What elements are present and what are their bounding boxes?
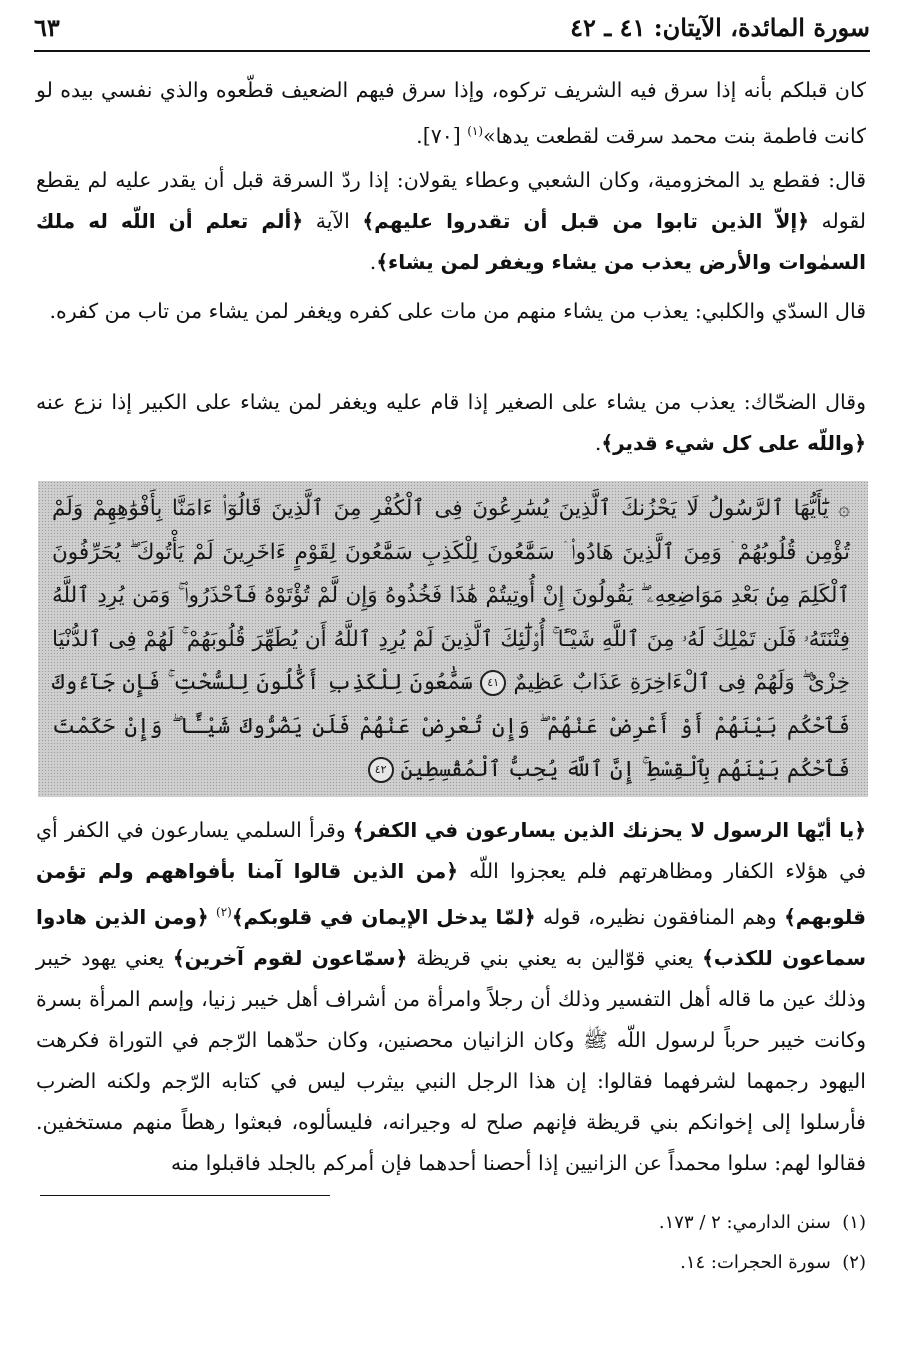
paragraph-text xyxy=(209,905,216,929)
reference-number: [٧٠]. xyxy=(416,123,468,148)
verse-number-icon: ٤١ xyxy=(480,670,506,696)
quoted-verse: ﴿سمّاعون لقوم آخرين﴾ xyxy=(172,945,408,970)
paragraph-text: . xyxy=(369,250,377,274)
footnote-2 xyxy=(300,1250,866,1276)
quoted-verse: ﴿إلاّ الذين تابوا من قبل أن تقدروا عليهم﴾ xyxy=(362,209,809,233)
quoted-verse: ﴿ألم تعلم أن اللّه له ملك السمٰوات والأرض يعذب من يشاء ويغفر لمن يشاء﴾ xyxy=(36,209,866,274)
footnote-text: سورة الحجرات: ١٤. xyxy=(680,1252,831,1273)
quoted-verse: ﴿من الذين قالوا آمنا بأفواههم ولم تؤمن قلوبهم﴾ xyxy=(36,859,866,929)
paragraph-4 xyxy=(36,382,866,464)
footnote-ref-1[interactable]: (١) xyxy=(467,124,484,138)
paragraph-1 xyxy=(36,70,866,157)
header-divider xyxy=(34,50,870,52)
footnote-number: (٢) xyxy=(842,1252,866,1273)
commentary-paragraph xyxy=(36,810,866,1184)
verse-text: يَٰٓأَيُّهَا ٱلرَّسُولُ لَا يَحْزُنكَ ٱلَّذِينَ يُسَٰرِعُونَ فِى ٱلْكُفْرِ مِنَ ٱلَّذِينَ قَالُوٓا۟ ءَامَنَّا بِأَفْوَٰهِهِمْ وَلَمْ تُؤْمِن قُلُوبُهُمْ ۛ وَمِنَ ٱلَّذِينَ هَادُوا۟ ۛ سَمَّٰعُونَ لِلْكَذِبِ سَمَّٰعُونَ لِقَوْمٍ ءَاخَرِينَ لَمْ يَأْتُوكَ ۖ يُحَرِّفُونَ ٱلْكَلِمَ مِنۢ بَعْدِ مَوَاضِعِهِۦ ۖ يَقُولُونَ إِنْ أُوتِيتُمْ هَٰذَا فَخُذُوهُ وَإِن لَّمْ تُؤْتَوْهُ فَٱحْذَرُوا۟ ۚ وَمَن يُرِدِ ٱللَّهُ فِتْنَتَهُۥ فَلَن تَمْلِكَ لَهُۥ مِنَ ٱللَّهِ شَيْـًٔا ۚ أُو۟لَٰٓئِكَ ٱلَّذِينَ لَمْ يُرِدِ ٱللَّهُ أَن يُطَهِّرَ قُلُوبَهُمْ ۚ لَهُمْ فِى ٱلدُّنْيَا خِزْىٌ ۖ وَلَهُمْ فِى ٱلْءَاخِرَةِ عَذَابٌ عَظِيمٌ xyxy=(52,496,851,695)
paragraph-text: وهم المنافقون نظيره، قوله xyxy=(535,904,785,929)
paragraph-text: يعني يهود خيبر وذلك عين ما قاله أهل التفسير وذلك أن رجلاً وامرأة من أشراف أهل خيبر زنيا، وإسم المرأة بسرة وكانت خيبر حرباً لرسول اللّه ﷺ وكان الزانيان محصنين، وكان حدّهما الرّجم في التوراة فكرهت اليهود رجمهما لشرفهما فقالوا: إن هذا الرجل النبي بيثرب ليس في كتابه الرّجم ولكنه الضرب فأرسلوا إلى إخوانكم بني قريظة فإنهم صلح له وجيرانه، فليسألوه، فبعثوا رهطاً منهم مستخفين. فقالوا لهم: سلوا محمداً عن الزانيين إذا أحصنا أحدهما فإن أمركم بالجلد فاقبلوا منه xyxy=(36,945,866,1175)
chapter-title: سورة المائدة، الآيتان: ٤١ ـ ٤٢ xyxy=(570,12,870,42)
paragraph-2 xyxy=(36,160,866,283)
paragraph-text: كان قبلكم بأنه إذا سرق فيه الشريف تركوه، وإذا سرق فيهم الضعيف قطّعوه والذي نفسي بيده لو كانت فاطمة بنت محمد سرقت لقطعت يدها» xyxy=(36,78,866,148)
footnote-1 xyxy=(300,1210,866,1236)
paragraph-text: قال السدّي والكلبي: يعذب من يشاء منهم من مات على كفره ويغفر لمن يشاء من تاب من كفره. xyxy=(49,299,866,323)
rub-el-hizb-icon: ۞ xyxy=(838,496,850,520)
quran-verses xyxy=(52,487,850,792)
running-header xyxy=(34,10,870,44)
quoted-verse: ﴿لمّا يدخل الإيمان في قلوبكم﴾ xyxy=(231,904,536,929)
paragraph-text: . xyxy=(594,431,602,455)
page-number: ٦٣ xyxy=(34,12,60,42)
quran-verse-box xyxy=(38,481,868,797)
paragraph-text: يعني قوّالين به يعني بني قريظة xyxy=(407,945,703,970)
footnote-text: سنن الدارمي: ٢ / ١٧٣. xyxy=(658,1212,831,1233)
verse-text: سَمَّٰعُونَ لِلْكَذِبِ أَكَّٰلُونَ لِلسُّحْتِ ۚ فَإِن جَآءُوكَ فَٱحْكُم بَيْنَهُمْ أَوْ أَعْرِضْ عَنْهُمْ ۖ وَإِن تُعْرِضْ عَنْهُمْ فَلَن يَضُرُّوكَ شَيْـًٔا ۖ وَإِنْ حَكَمْتَ فَٱحْكُم بَيْنَهُم بِٱلْقِسْطِ ۚ إِنَّ ٱللَّهَ يُحِبُّ ٱلْمُقْسِطِينَ xyxy=(52,670,850,782)
quoted-verse: ﴿واللّه على كل شيء قدير﴾ xyxy=(601,431,866,455)
paragraph-text: قال: فقطع يد المخزومية، وكان الشعبي وعطاء يقولان: إذا ردّ السرقة قبل أن يقدر عليه لم يقطع لقوله xyxy=(36,168,866,233)
quoted-verse: ﴿ومن الذين هادوا سماعون للكذب﴾ xyxy=(36,904,866,970)
verse-number-icon: ٤٢ xyxy=(368,757,394,783)
paragraph-text: الآية xyxy=(303,209,363,233)
footnote-number: (١) xyxy=(842,1212,866,1233)
footnote-ref-2[interactable]: (٢) xyxy=(216,905,232,919)
paragraph-text: وقال الضحّاك: يعذب من يشاء على الصغير إذا قام عليه ويغفر لمن يشاء على الكبير إذا نزع عنه xyxy=(36,390,866,414)
paragraph-text: وقرأ السلمي يسارعون في الكفر أي في هؤلاء الكفار ومظاهرتهم فلم يعجزوا اللّه xyxy=(36,818,866,883)
paragraph-3 xyxy=(36,291,866,332)
footnote-divider xyxy=(40,1195,330,1196)
quoted-verse: ﴿يا أيّها الرسول لا يحزنك الذين يسارعون في الكفر﴾ xyxy=(352,818,866,842)
